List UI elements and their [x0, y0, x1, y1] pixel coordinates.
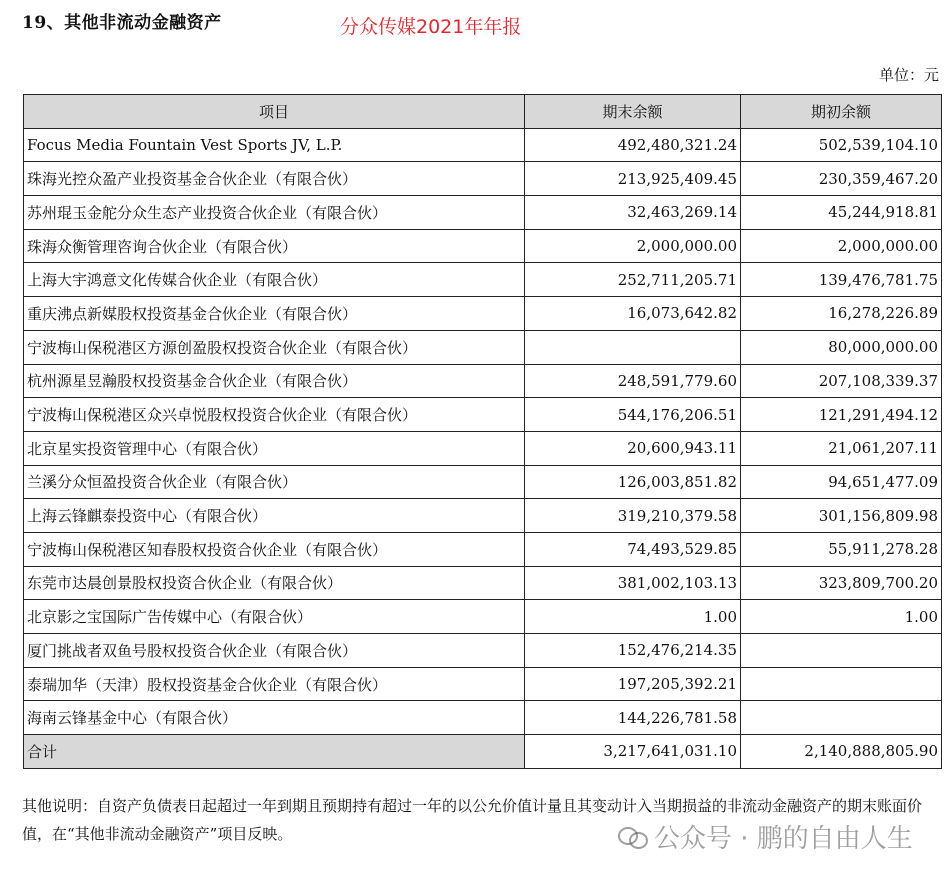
row-end-balance: 492,480,321.24 [525, 128, 741, 162]
row-end-balance: 126,003,851.82 [525, 465, 741, 499]
watermark [618, 818, 913, 855]
table-row [24, 128, 942, 162]
row-begin-balance: 2,000,000.00 [741, 229, 942, 263]
row-name: 厦门挑战者双鱼号股权投资合伙企业（有限合伙） [24, 634, 525, 668]
row-name: 泰瑞加华（天津）股权投资基金合伙企业（有限合伙） [24, 667, 525, 701]
row-end-balance: 252,711,205.71 [525, 263, 741, 297]
row-end-balance: 381,002,103.13 [525, 566, 741, 600]
row-begin-balance: 301,156,809.98 [741, 499, 942, 533]
table-row [24, 465, 942, 499]
row-begin-balance [741, 634, 942, 668]
table-row [24, 667, 942, 701]
row-name: 宁波梅山保税港区知春股权投资合伙企业（有限合伙） [24, 532, 525, 566]
row-begin-balance: 207,108,339.37 [741, 364, 942, 398]
watermark-text: 公众号 · 鹏的自由人生 [654, 824, 913, 854]
row-begin-balance [741, 701, 942, 735]
row-name: 珠海光控众盈产业投资基金合伙企业（有限合伙） [24, 162, 525, 196]
row-end-balance: 144,226,781.58 [525, 701, 741, 735]
row-name: 珠海众衡管理咨询合伙企业（有限合伙） [24, 229, 525, 263]
row-end-balance: 74,493,529.85 [525, 532, 741, 566]
table-row [24, 398, 942, 432]
row-name: 北京影之宝国际广告传媒中心（有限合伙） [24, 600, 525, 634]
row-name: 杭州源星昱瀚股权投资基金合伙企业（有限合伙） [24, 364, 525, 398]
row-name: Focus Media Fountain Vest Sports JV, L.P. [24, 128, 525, 162]
row-begin-balance: 139,476,781.75 [741, 263, 942, 297]
table-row [24, 532, 942, 566]
row-begin-balance: 94,651,477.09 [741, 465, 942, 499]
total-end-balance: 3,217,641,031.10 [525, 735, 741, 769]
table-row [24, 196, 942, 230]
total-begin-balance: 2,140,888,805.90 [741, 735, 942, 769]
row-name: 海南云锋基金中心（有限合伙） [24, 701, 525, 735]
row-name: 重庆沸点新媒股权投资基金合伙企业（有限合伙） [24, 297, 525, 331]
row-end-balance: 16,073,642.82 [525, 297, 741, 331]
table-row [24, 634, 942, 668]
row-begin-balance [741, 667, 942, 701]
header-end-balance: 期末余额 [525, 95, 741, 129]
header-begin-balance: 期初余额 [741, 95, 942, 129]
row-end-balance: 152,476,214.35 [525, 634, 741, 668]
row-end-balance: 248,591,779.60 [525, 364, 741, 398]
table-row [24, 330, 942, 364]
row-begin-balance: 16,278,226.89 [741, 297, 942, 331]
row-begin-balance: 121,291,494.12 [741, 398, 942, 432]
table-row [24, 364, 942, 398]
row-begin-balance: 21,061,207.11 [741, 431, 942, 465]
unit-label: 单位：元 [878, 66, 939, 84]
row-name: 兰溪分众恒盈投资合伙企业（有限合伙） [24, 465, 525, 499]
row-name: 苏州琨玉金舵分众生态产业投资合伙企业（有限合伙） [24, 196, 525, 230]
row-end-balance: 213,925,409.45 [525, 162, 741, 196]
row-end-balance: 544,176,206.51 [525, 398, 741, 432]
row-end-balance [525, 330, 741, 364]
row-name: 北京星实投资管理中心（有限合伙） [24, 431, 525, 465]
row-begin-balance: 1.00 [741, 600, 942, 634]
row-begin-balance: 323,809,700.20 [741, 566, 942, 600]
row-end-balance: 32,463,269.14 [525, 196, 741, 230]
row-end-balance: 20,600,943.11 [525, 431, 741, 465]
section-heading: 19、其他非流动金融资产 [22, 13, 222, 33]
financial-assets-table [23, 94, 942, 769]
table-row [24, 701, 942, 735]
total-label: 合计 [24, 735, 525, 769]
row-end-balance: 319,210,379.58 [525, 499, 741, 533]
table-row [24, 431, 942, 465]
table-row [24, 162, 942, 196]
total-row [24, 735, 942, 769]
row-name: 宁波梅山保税港区方源创盈股权投资合伙企业（有限合伙） [24, 330, 525, 364]
row-begin-balance: 80,000,000.00 [741, 330, 942, 364]
row-name: 上海云锋麒泰投资中心（有限合伙） [24, 499, 525, 533]
table-row [24, 499, 942, 533]
table-row [24, 600, 942, 634]
row-end-balance: 197,205,392.21 [525, 667, 741, 701]
row-name: 东莞市达晨创景股权投资合伙企业（有限合伙） [24, 566, 525, 600]
row-end-balance: 2,000,000.00 [525, 229, 741, 263]
row-begin-balance: 45,244,918.81 [741, 196, 942, 230]
report-title-stamp: 分众传媒2021年年报 [340, 16, 522, 38]
row-end-balance: 1.00 [525, 600, 741, 634]
table-header-row [24, 95, 942, 129]
table-row [24, 229, 942, 263]
row-name: 宁波梅山保税港区众兴卓悦股权投资合伙企业（有限合伙） [24, 398, 525, 432]
table-row [24, 297, 942, 331]
table-row [24, 263, 942, 297]
header-item: 项目 [24, 95, 525, 129]
table-row [24, 566, 942, 600]
explanatory-note: 其他说明：自资产负债表日起超过一年到期且预期持有超过一年的以公允价值计量且其变动计入当期损益的非流动金融资产的期末账面价值，在“其他非流动金融资产”项目反映。 [22, 797, 923, 843]
row-begin-balance: 502,539,104.10 [741, 128, 942, 162]
row-begin-balance: 55,911,278.28 [741, 532, 942, 566]
row-name: 上海大宇鸿意文化传媒合伙企业（有限合伙） [24, 263, 525, 297]
row-begin-balance: 230,359,467.20 [741, 162, 942, 196]
wechat-icon [618, 825, 648, 849]
